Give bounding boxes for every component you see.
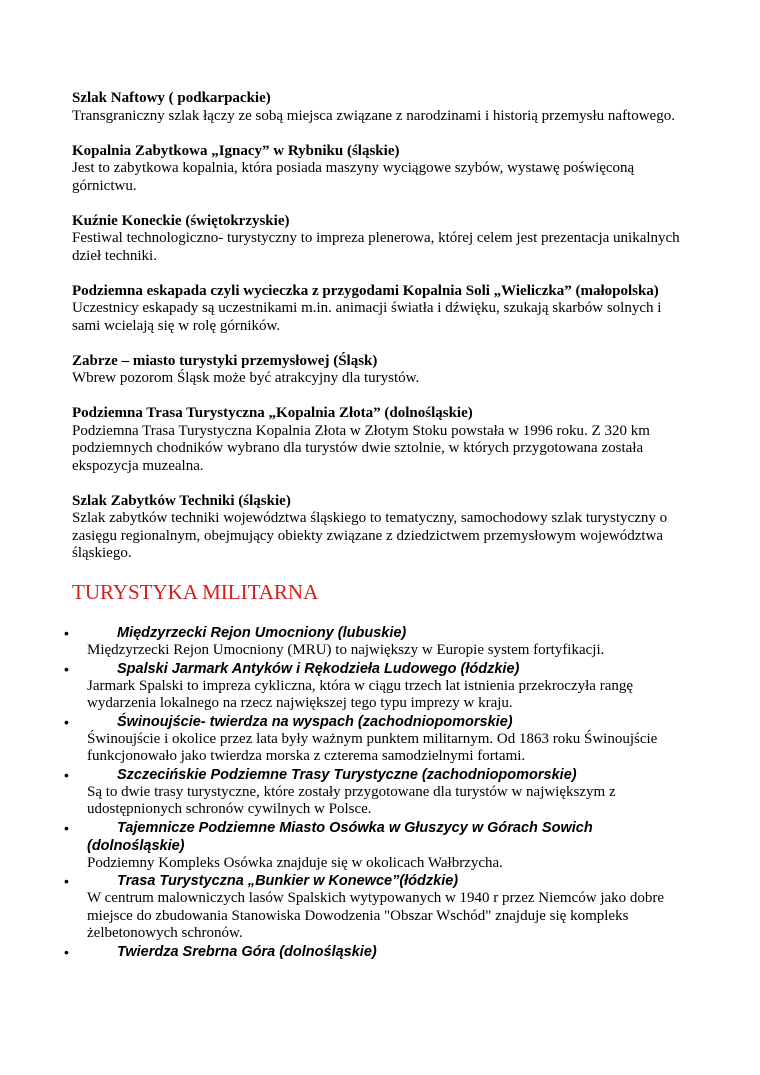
bullet-icon: •: [64, 625, 69, 641]
entry-kopalnia-zlota: [72, 405, 692, 475]
list-item: [64, 766, 692, 819]
entry-szlak-naftowy: [72, 90, 692, 125]
entry-kuznie-koneckie: [72, 213, 692, 266]
entry-description: Szlak zabytków techniki województwa śląskiego to tematyczny, samochodowy szlak turystyczny o zasięgu regionalnym, obejmujący obiekty związane z dziedzictwem przemysłowym województwa śląskiego.: [72, 510, 668, 561]
list-item: [64, 660, 692, 713]
entry-description: Transgraniczny szlak łączy ze sobą miejsca związane z narodzinami i historią przemysłu naftowego.: [72, 107, 675, 124]
entry-description: Podziemna Trasa Turystyczna Kopalnia Złota w Złotym Stoku powstała w 1996 roku. Z 320 km podziemnych chodników wybrano dla turystów dwie sztolnie, w których przygotowana została ekspozycja muzealna.: [72, 422, 650, 474]
list-item-description: W centrum malowniczych lasów Spalskich wytypowanych w 1940 r przez Niemców jako dobre miejsce do zbudowania Stanowiska Dowodzenia "Obszar Wschód" znajduje się kompleks żelbetonowych schronów.: [87, 890, 665, 941]
list-item-title: Tajemnicze Podziemne Miasto Osówka w Głuszycy w Górach Sowich (dolnośląskie): [87, 819, 593, 854]
list-item: [64, 713, 692, 766]
list-item: [64, 624, 692, 660]
section-heading: TURYSTYKA MILITARNA: [72, 580, 319, 604]
entry-szlak-zabytkow-techniki: [72, 493, 692, 563]
list-item-description: Podziemny Kompleks Osówka znajduje się w okolicach Wałbrzycha.: [87, 854, 503, 871]
list-item-title: Spalski Jarmark Antyków i Rękodzieła Ludowego (łódzkie): [117, 660, 520, 677]
entry-wieliczka: [72, 283, 692, 336]
entry-description: Jest to zabytkowa kopalnia, która posiada maszyny wyciągowe szybów, wystawę poświęconą górnictwu.: [72, 160, 635, 194]
bullet-icon: •: [64, 713, 69, 730]
entry-title: Szlak Zabytków Techniki (śląskie): [72, 492, 291, 509]
bullet-icon: •: [64, 766, 69, 783]
list-item-description: Międzyrzecki Rejon Umocniony (MRU) to największy w Europie system fortyfikacji.: [87, 642, 605, 658]
entry-description: Festiwal technologiczno- turystyczny to impreza plenerowa, której celem jest prezentacja unikalnych dzieł techniki.: [72, 230, 680, 264]
entry-title: Szlak Naftowy ( podkarpackie): [72, 90, 271, 106]
bullet-icon: •: [64, 819, 69, 836]
entry-zabrze: [72, 353, 692, 388]
list-item: [64, 872, 692, 943]
list-item-description: Świnoujście i okolice przez lata były ważnym punktem militarnym. Od 1863 roku Świnoujście funkcjonowało jako twierdza morska z czterema samodzielnymi fortami.: [87, 730, 658, 764]
entry-description: Wbrew pozorom Śląsk może być atrakcyjny dla turystów.: [72, 370, 420, 386]
bullet-icon: •: [64, 660, 69, 677]
bullet-icon: •: [64, 943, 69, 960]
list-item-title: Świnoujście- twierdza na wyspach (zachodniopomorskie): [117, 713, 513, 730]
entry-title: Podziemna eskapada czyli wycieczka z przygodami Kopalnia Soli „Wieliczka” (małopolska): [72, 282, 659, 299]
list-item: [64, 819, 692, 873]
entry-kopalnia-ignacy: [72, 143, 692, 196]
bullet-icon: •: [64, 873, 69, 889]
list-item-title: Szczecińskie Podziemne Trasy Turystyczne (zachodniopomorskie): [117, 766, 577, 783]
military-list: [64, 624, 692, 961]
entry-description: Uczestnicy eskapady są uczestnikami m.in. animacji światła i dźwięku, szukają skarbów solnych i sami wcielają się w rolę górników.: [72, 300, 662, 334]
entry-title: Zabrze – miasto turystyki przemysłowej (Śląsk): [72, 352, 378, 369]
list-item: [64, 943, 692, 961]
entry-title: Kopalnia Zabytkowa „Ignacy” w Rybniku (śląskie): [72, 142, 400, 159]
list-item-title: Międzyrzecki Rejon Umocniony (lubuskie): [117, 625, 407, 641]
entry-title: Podziemna Trasa Turystyczna „Kopalnia Złota” (dolnośląskie): [72, 405, 473, 421]
entry-title: Kuźnie Koneckie (świętokrzyskie): [72, 212, 290, 229]
list-item-title: Trasa Turystyczna „Bunkier w Konewce”(łódzkie): [117, 873, 459, 889]
list-item-title: Twierdza Srebrna Góra (dolnośląskie): [117, 943, 377, 960]
list-item-description: Jarmark Spalski to impreza cykliczna, która w ciągu trzech lat istnienia przekroczyła rangę wydarzenia lokalnego na rzecz największej tego typu imprezy w kraju.: [87, 677, 634, 711]
list-item-description: Są to dwie trasy turystyczne, które zostały przygotowane dla turystów w największym z udostępnionych schronów cywilnych w Polsce.: [87, 783, 616, 817]
document-page: [64, 90, 692, 961]
